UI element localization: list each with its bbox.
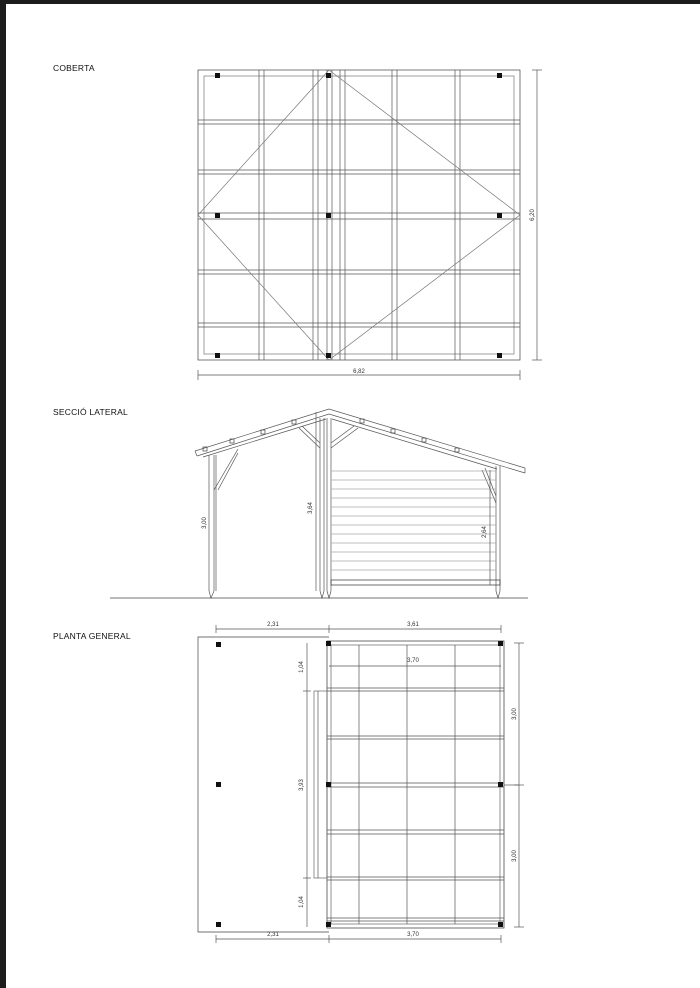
roof-purlins <box>198 120 520 327</box>
plan-left-mid-dimension: 3,93 <box>299 779 305 791</box>
plan-right-top-dimension: 3,00 <box>512 708 518 720</box>
plan-dimension-lines <box>216 625 524 943</box>
section-title-planta-general: PLANTA GENERAL <box>53 631 131 641</box>
plan-bottom-left-dimension: 2,31 <box>267 932 279 938</box>
side-section <box>110 409 528 598</box>
plan-top-right-dimension: 3,61 <box>407 622 419 628</box>
floor-platform <box>331 580 500 585</box>
plan-inner-width-dimension: 3,70 <box>407 658 419 664</box>
roof-dimension-lines <box>198 70 542 380</box>
floor-grid <box>327 645 504 924</box>
roof-posts <box>215 73 502 358</box>
enclosure-outer <box>327 641 504 928</box>
roof-bracing-diamond <box>198 70 520 360</box>
post-height-dimension: 3,00 <box>202 517 208 529</box>
side-wall-inset <box>314 691 327 878</box>
floor-posts <box>216 641 503 927</box>
ridge-height-dimension: 3,64 <box>308 502 314 514</box>
wall-boards <box>331 471 496 570</box>
plan-right-bottom-dimension: 3,00 <box>512 850 518 862</box>
section-title-seccio-lateral: SECCIÓ LATERAL <box>53 407 128 417</box>
enclosure-inner <box>331 645 500 924</box>
plan-left-bottom-dimension: 1,04 <box>299 896 305 908</box>
plan-top-left-dimension: 2,31 <box>267 622 279 628</box>
plan-left-top-dimension: 1,04 <box>299 661 305 673</box>
roof-beams <box>259 70 460 360</box>
floor-plan <box>198 625 524 943</box>
left-post <box>209 449 238 598</box>
section-dimension-lines <box>216 412 490 591</box>
section-title-coberta: COBERTA <box>53 63 95 73</box>
plan-bottom-right-dimension: 3,70 <box>407 932 419 938</box>
roof-slopes <box>195 409 525 473</box>
roof-depth-dimension: 6,20 <box>530 209 536 221</box>
wall-height-dimension: 2,64 <box>482 526 488 538</box>
roof-plan <box>198 70 542 380</box>
roof-width-dimension: 6,82 <box>353 369 365 375</box>
